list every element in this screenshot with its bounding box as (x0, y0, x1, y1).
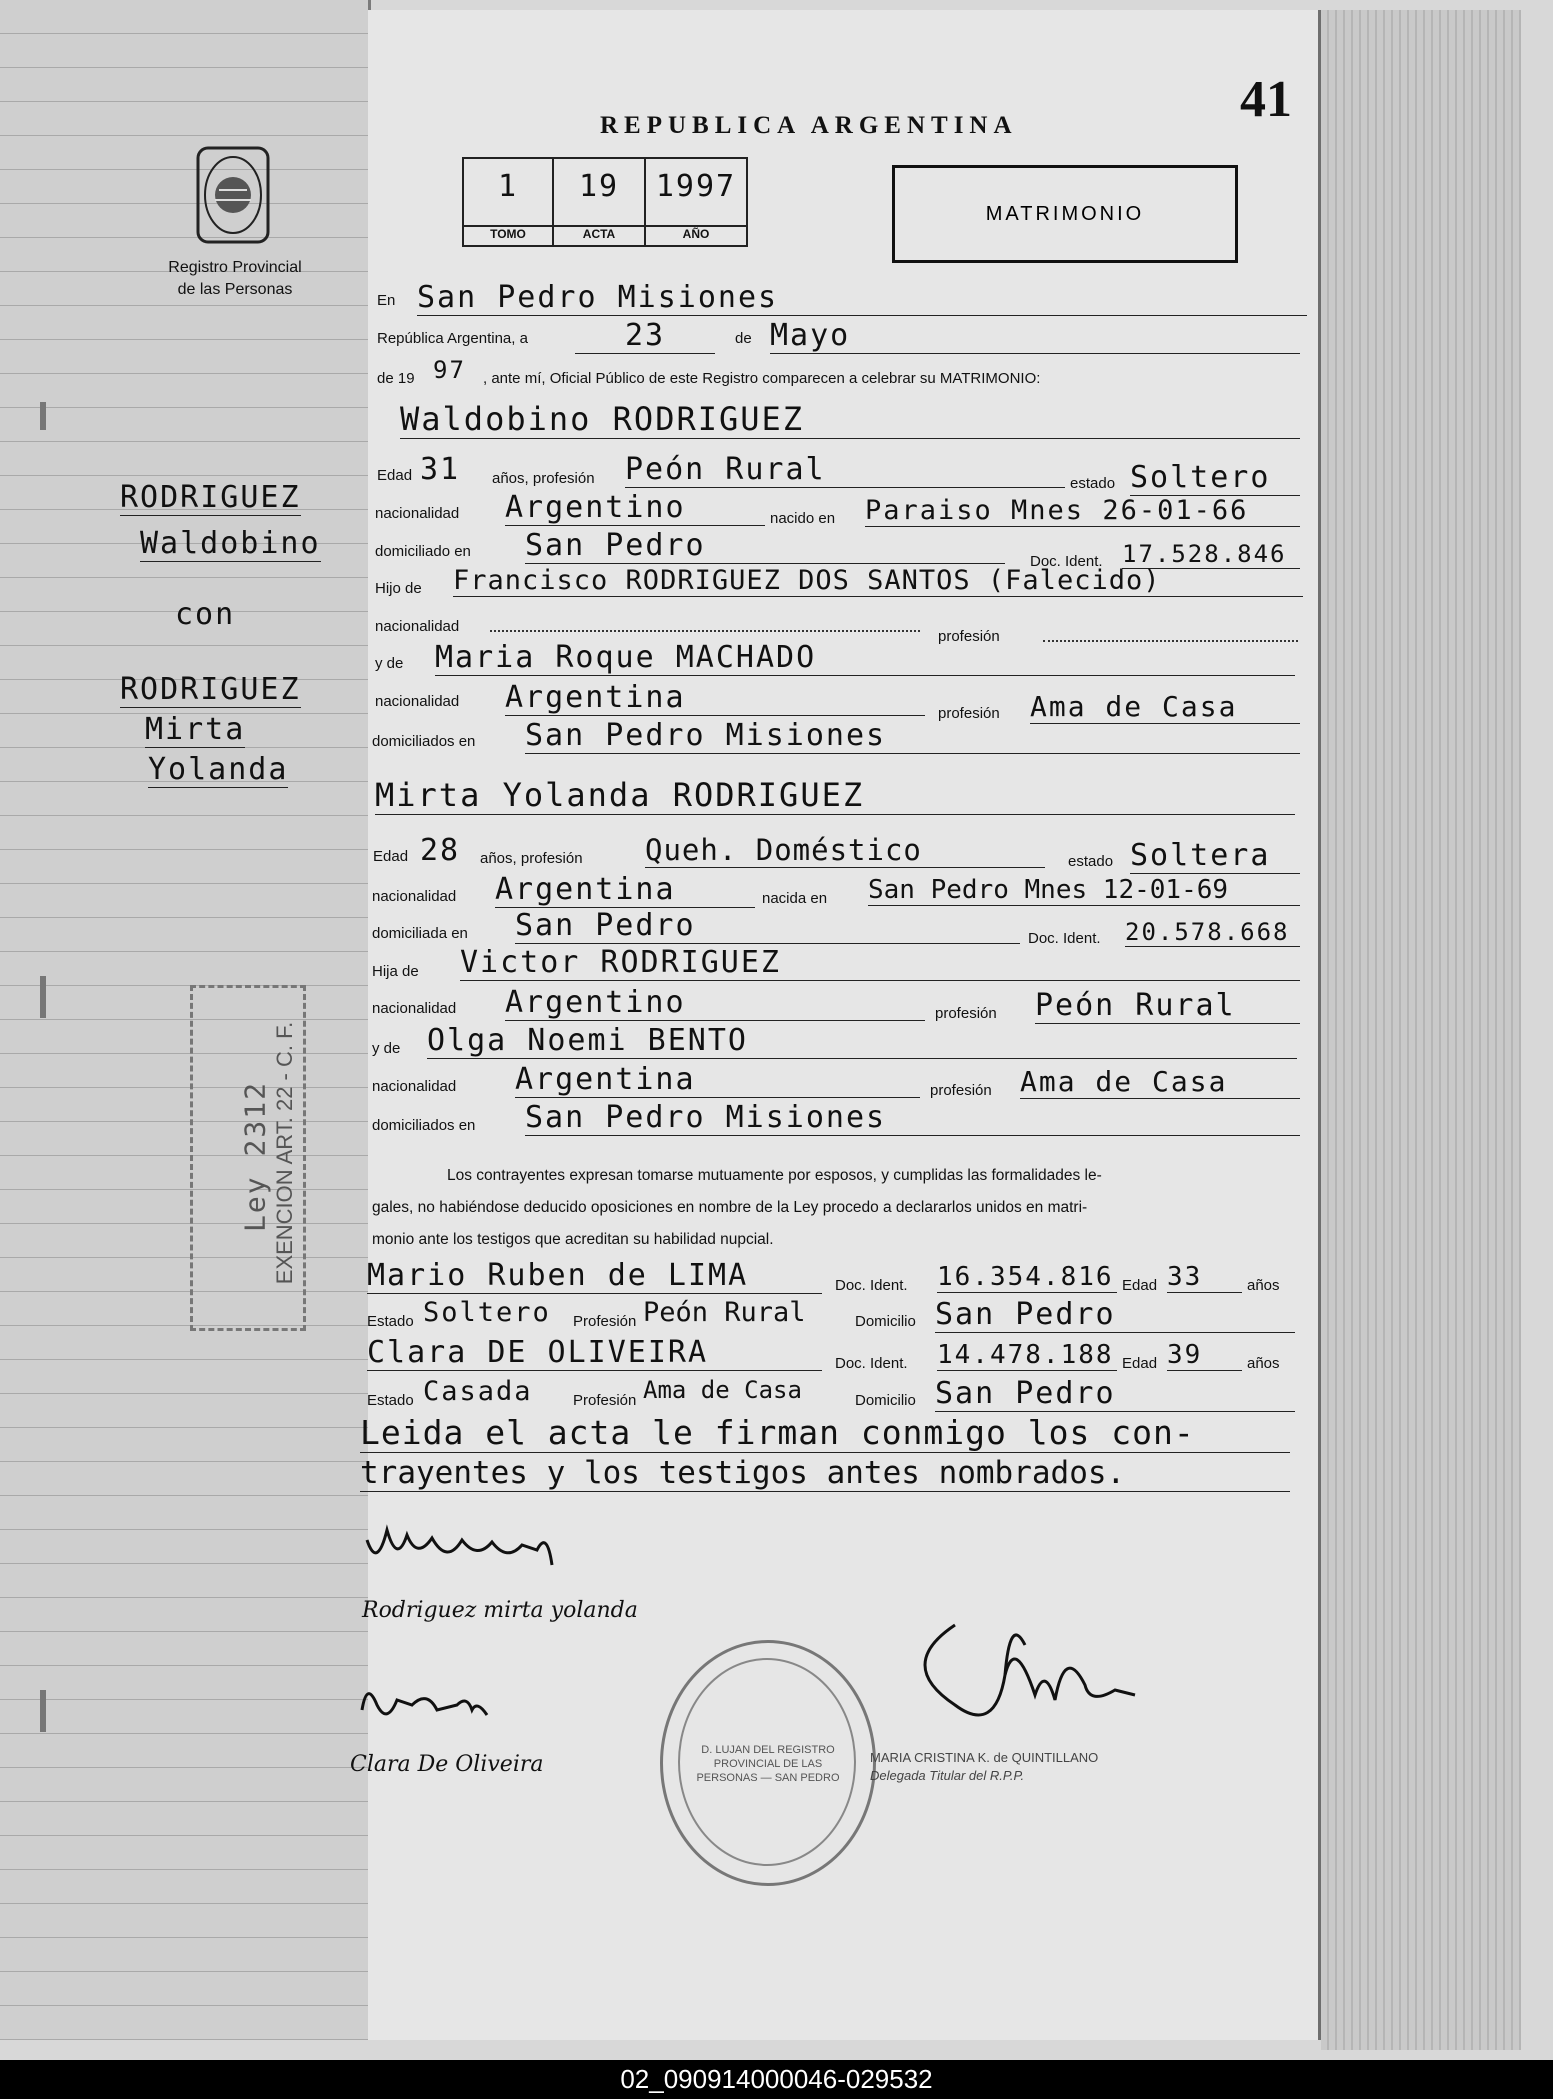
label-profesion-bfather: profesión (935, 1005, 997, 1022)
tomo-label: TOMO (464, 225, 552, 241)
label-estado-w2: Estado (367, 1392, 414, 1409)
groom-parents-domicile: San Pedro Misiones (525, 718, 1300, 754)
label-nacionalidad-mother: nacionalidad (375, 693, 460, 710)
official-title: Delegada Titular del R.P.P. (870, 1768, 1025, 1783)
groom-doc: 17.528.846 (1122, 540, 1300, 569)
groom-domicile: San Pedro (525, 528, 1005, 564)
stamp-line2: EXENCION ART. 22 - C. F. (272, 1021, 297, 1285)
witness2-signature: Clara De Oliveira (350, 1752, 544, 1777)
registry-seal-icon (195, 145, 271, 245)
margin-con: con (175, 597, 236, 632)
scan-id-footer: 02_090914000046-029532 (0, 2060, 1553, 2099)
label-republica: República Argentina, a (377, 330, 528, 347)
bride-nationality: Argentina (495, 872, 755, 908)
label-nacido: nacido en (770, 510, 836, 527)
label-en: En (377, 292, 396, 309)
acta-value: 19 (578, 169, 620, 204)
margin-given-bride-1: Mirta (145, 712, 246, 747)
anio-value: 1997 (655, 169, 737, 204)
margin-surname-groom: RODRIGUEZ (120, 480, 301, 515)
label-doc-w2: Doc. Ident. (835, 1355, 908, 1372)
label-edad-w1: Edad (1122, 1277, 1158, 1294)
bride-father-profession: Peón Rural (1035, 988, 1300, 1024)
anio-label: AÑO (646, 225, 746, 241)
official-name: MARIA CRISTINA K. de QUINTILLANO (870, 1750, 1099, 1765)
page-stack-edge (1321, 10, 1521, 2050)
groom-status: Soltero (1130, 460, 1300, 496)
label-profesion-father: profesión (938, 628, 1000, 645)
margin-given-groom: Waldobino (140, 526, 321, 561)
witness1-doc: 16.354.816 (937, 1262, 1117, 1293)
label-nacionalidad-bmother: nacionalidad (372, 1078, 457, 1095)
bride-father-nationality: Argentino (505, 985, 925, 1021)
groom-father-nationality (490, 612, 920, 632)
groom-birthplace: Paraiso Mnes 26-01-66 (865, 495, 1300, 527)
label-de: de (735, 330, 752, 347)
groom-mother: Maria Roque MACHADO (435, 640, 1295, 676)
groom-name: Waldobino RODRIGUEZ (400, 400, 1300, 439)
witness1-profession: Peón Rural (643, 1297, 806, 1328)
witness1-signature (357, 1670, 517, 1730)
label-nacida: nacida en (762, 890, 828, 907)
tomo-acta-box (462, 157, 748, 247)
bride-doc: 20.578.668 (1125, 918, 1300, 947)
groom-mother-nationality: Argentina (505, 680, 925, 716)
groom-mother-profession: Ama de Casa (1030, 690, 1300, 724)
label-y-de-bride: y de (372, 1040, 401, 1057)
bride-parents-domicile: San Pedro Misiones (525, 1100, 1300, 1136)
label-doc-groom: Doc. Ident. (1030, 553, 1103, 570)
label-doc-bride: Doc. Ident. (1028, 930, 1101, 947)
groom-signature (362, 1510, 612, 1580)
paragraph-line3: monio ante los testigos que acreditan su habilidad nupcial. (372, 1231, 774, 1248)
label-profesion-mother: profesión (938, 705, 1000, 722)
label-profesion-groom: años, profesión (492, 470, 595, 487)
groom-profession: Peón Rural (625, 452, 1065, 488)
stamp-line1: Ley 2312 (238, 1081, 272, 1232)
groom-nationality: Argentino (505, 490, 765, 526)
bride-profession: Queh. Doméstico (645, 833, 1045, 868)
label-profesion-w1: Profesión (573, 1313, 637, 1330)
label-profesion-bmother: profesión (930, 1082, 992, 1099)
official-signature (915, 1605, 1155, 1745)
label-edad-w2: Edad (1122, 1355, 1158, 1372)
label-doc-w1: Doc. Ident. (835, 1277, 908, 1294)
bride-signature: Rodriguez mirta yolanda (362, 1598, 638, 1623)
witness1-name: Mario Ruben de LIMA (367, 1258, 822, 1294)
label-domiciliada-bride: domiciliada en (372, 925, 468, 942)
witness2-profession: Ama de Casa (643, 1376, 802, 1404)
binding-holes (40, 360, 46, 1760)
margin-given-bride-2: Yolanda (148, 752, 289, 787)
page-number: 41 (1240, 71, 1292, 128)
label-nacionalidad-bfather: nacionalidad (372, 1000, 457, 1017)
bride-mother: Olga Noemi BENTO (427, 1023, 1297, 1059)
country-title: REPUBLICA ARGENTINA (600, 112, 1018, 139)
official-seal (660, 1640, 876, 1886)
month: Mayo (770, 318, 1300, 354)
witness1-age: 33 (1167, 1262, 1242, 1293)
bride-status: Soltera (1130, 838, 1300, 874)
margin-page (0, 0, 371, 2040)
paragraph-line2: gales, no habiéndose deducido oposiciones en nombre de la Ley procedo a declararlos unidos en matri- (372, 1199, 1088, 1216)
label-intro: , ante mí, Oficial Público de este Registro comparecen a celebrar su MATRIMONIO: (483, 370, 1041, 387)
label-edad-bride: Edad (373, 848, 409, 865)
label-domiciliado-groom: domiciliado en (375, 543, 471, 560)
record-type-box (892, 165, 1238, 263)
label-hija: Hija de (372, 963, 419, 980)
place: San Pedro Misiones (417, 280, 1307, 316)
witness2-name: Clara DE OLIVEIRA (367, 1335, 822, 1371)
label-domiciliados-groom: domiciliados en (372, 733, 476, 750)
bride-age: 28 (420, 833, 461, 868)
label-nacionalidad-groom: nacionalidad (375, 505, 460, 522)
bride-mother-profession: Ama de Casa (1020, 1065, 1300, 1099)
record-type: MATRIMONIO (985, 203, 1145, 225)
label-year: de 19 (377, 370, 415, 387)
bride-name: Mirta Yolanda RODRIGUEZ (375, 776, 1295, 815)
label-nacionalidad-father: nacionalidad (375, 618, 460, 635)
year-suffix: 97 (433, 356, 466, 384)
label-estado-bride: estado (1068, 853, 1114, 870)
bride-birthplace: San Pedro Mnes 12-01-69 (868, 875, 1300, 906)
registry-name-line2: de las Personas (177, 281, 293, 298)
bride-mother-nationality: Argentina (515, 1062, 920, 1098)
bride-domicile: San Pedro (515, 908, 1020, 944)
groom-age: 31 (420, 452, 461, 487)
label-nacionalidad-bride: nacionalidad (372, 888, 457, 905)
registry-name-line1: Registro Provincial (168, 259, 302, 276)
seal-text: D. LUJAN DEL REGISTRO PROVINCIAL DE LAS PERSONAS — SAN PEDRO (696, 1744, 840, 1784)
label-domiciliados-bride: domiciliados en (372, 1117, 476, 1134)
bride-father: Victor RODRIGUEZ (460, 945, 1300, 981)
label-estado-w1: Estado (367, 1313, 414, 1330)
label-edad-groom: Edad (377, 467, 413, 484)
witness1-status: Soltero (423, 1297, 551, 1328)
label-hijo: Hijo de (375, 580, 422, 597)
witness2-domicile: San Pedro (935, 1376, 1295, 1412)
witness2-age: 39 (1167, 1340, 1242, 1371)
label-anios-w2: años (1247, 1355, 1280, 1372)
groom-father: Francisco RODRIGUEZ DOS SANTOS (Falecido) (453, 565, 1303, 597)
label-estado-groom: estado (1070, 475, 1116, 492)
witness1-domicile: San Pedro (935, 1297, 1295, 1333)
witness2-doc: 14.478.188 (937, 1340, 1117, 1371)
label-domicilio-w2: Domicilio (855, 1392, 916, 1409)
acta-label: ACTA (554, 225, 644, 241)
label-profesion-bride: años, profesión (480, 850, 583, 867)
closing-line2: trayentes y los testigos antes nombrados. (360, 1455, 1290, 1492)
label-anios-w1: años (1247, 1277, 1280, 1294)
label-profesion-w2: Profesión (573, 1392, 637, 1409)
day: 23 (575, 318, 715, 354)
tomo-value: 1 (497, 169, 519, 204)
groom-father-profession (1043, 622, 1298, 642)
paragraph-line1: Los contrayentes expresan tomarse mutuamente por esposos, y cumplidas las formalidades le- (447, 1167, 1102, 1184)
label-domicilio-w1: Domicilio (855, 1313, 916, 1330)
margin-surname-bride: RODRIGUEZ (120, 672, 301, 707)
closing-line1: Leida el acta le firman conmigo los con- (360, 1413, 1290, 1453)
witness2-status: Casada (423, 1376, 533, 1407)
label-y-de-groom: y de (375, 655, 404, 672)
